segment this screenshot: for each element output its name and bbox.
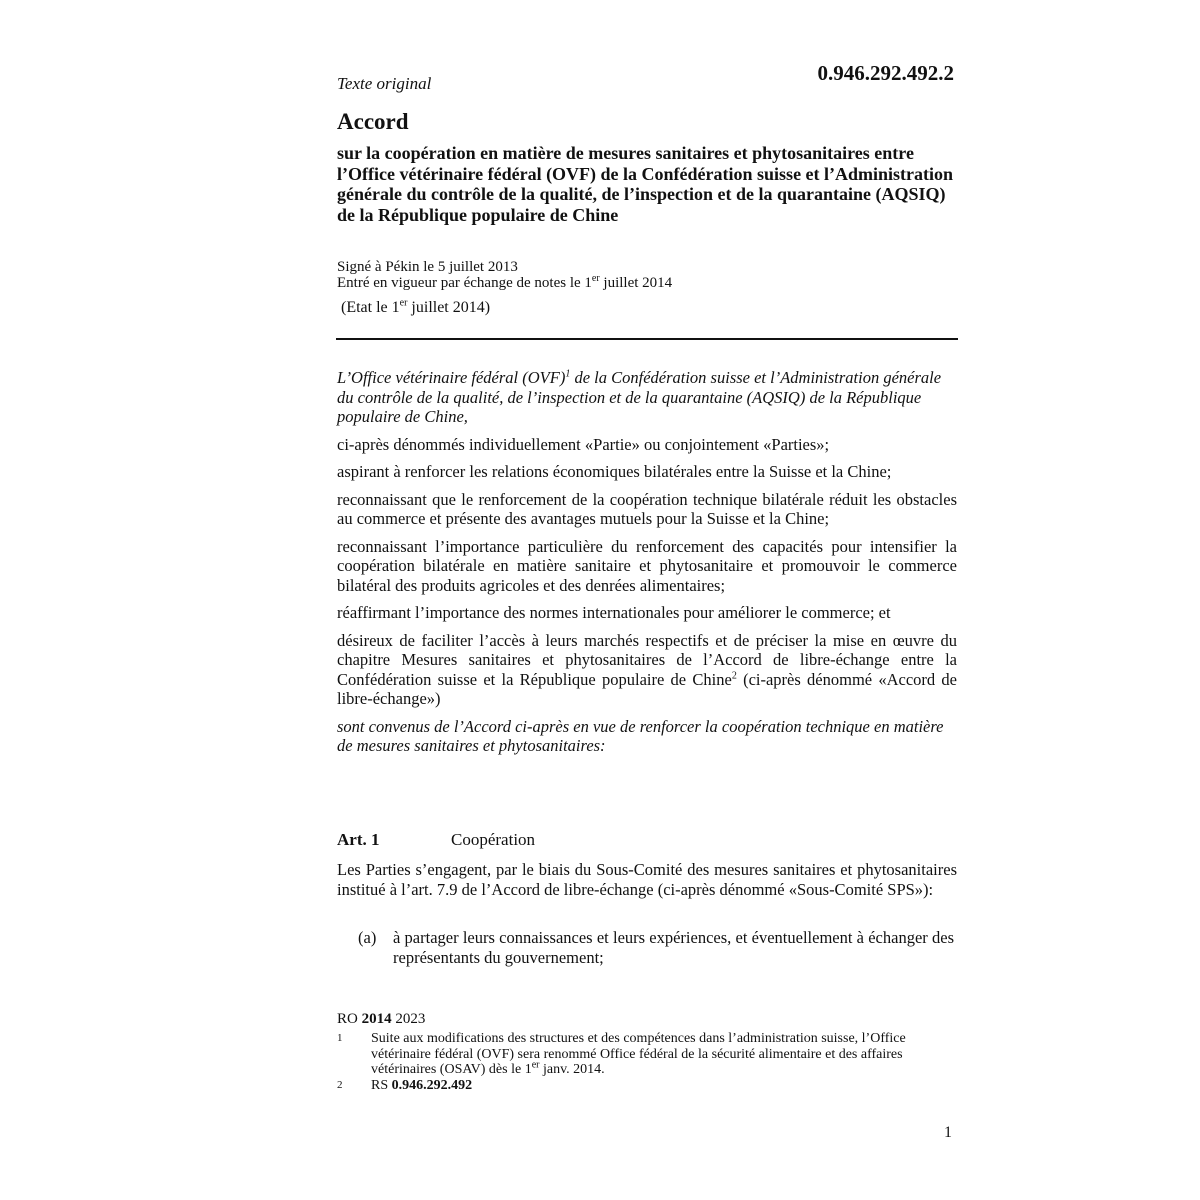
preamble-paragraph: réaffirmant l’importance des normes internationales pour améliorer le commerce; et	[337, 603, 891, 622]
article-title: Coopération	[451, 830, 536, 849]
article-number: Art. 1	[337, 830, 380, 849]
footnote-ref-1[interactable]: 1	[565, 368, 571, 380]
preamble-closing: sont convenus de l’Accord ci-après en vue de renforcer la coopération technique en matière de mesures sanitaires et phytosanitaires:	[337, 716, 944, 755]
footnotes	[337, 1031, 957, 1093]
document-subtitle: sur la coopération en matière de mesures sanitaires et phytosanitaires entre l’Office vétérinaire fédéral (OVF) de la Confédération suisse et l’Administration générale du contrôle de la qualité, de l’inspection et de la quarantaine (AQSIQ) de la République populaire de Chine	[337, 143, 954, 225]
article-body: Les Parties s’engagent, par le biais du Sous-Comité des mesures sanitaires et phytosanitaires institué à l’art. 7.9 de l’Accord de libre-échange (ci-après dénommé «Sous-Comité SPS»):	[337, 860, 957, 899]
preamble-paragraph: aspirant à renforcer les relations économiques bilatérales entre la Suisse et la Chine;	[337, 462, 892, 481]
list-item-text: à partager leurs connaissances et leurs expériences, et éventuellement à échanger des représentants du gouvernement;	[393, 928, 954, 967]
entry-into-force: Entré en vigueur par échange de notes le 1er juillet 2014	[337, 273, 673, 291]
list-item-label: (a)	[358, 928, 377, 947]
preamble-paragraph: désireux de faciliter l’accès à leurs marchés respectifs et de préciser la mise en œuvre du chapitre Mesures sanitaires et phytosanitaires de l’Accord de libre-échange entre la Confédération suisse et la République populaire de Chine$^2$ (ci-après dénommé «Accord de libre-échange»)	[337, 630, 958, 708]
preamble-paragraph: ci-après dénommés individuellement «Partie» ou conjointement «Parties»;	[337, 434, 830, 454]
preamble	[337, 368, 957, 764]
official-compilation-ref: RO 2014 2023	[337, 1011, 426, 1027]
preamble-paragraph: reconnaissant que le renforcement de la coopération technique bilatérale réduit les obstacles au commerce et présente des avantages mutuels pour la Suisse et la Chine;	[337, 489, 957, 528]
header-divider	[336, 338, 958, 340]
preamble-paragraph: reconnaissant l’importance particulière du renforcement des capacités pour intensifier la coopération bilatérale en matière sanitaire et phytosanitaire et promouvoir le commerce bilatéral des produits agricoles et des denrées alimentaires;	[337, 536, 957, 595]
footnote-1: 1 Suite aux modifications des structures et des compétences dans l’administration suisse, l’Office vétérinaire fédéral (OVF) sera renommé Office fédéral de la sécurité alimentaire et des affaires vétérinaires (OSAV) dès le 1er janv. 2014.	[337, 1031, 906, 1077]
footnote-link[interactable]: 0.946.292.492	[391, 1077, 473, 1093]
footnote-2: 2 RS 0.946.292.492	[337, 1077, 473, 1093]
footnote-ref-2[interactable]: 2	[731, 670, 737, 681]
document-title: Accord	[337, 109, 409, 134]
article-heading	[337, 830, 535, 850]
preamble-intro: L’Office vétérinaire fédéral (OVF)$^1$ de la Confédération suisse et l’Administration générale du contrôle de la qualité, de l’inspection et de la quarantaine (AQSIQ) de la République populaire de Chine,	[337, 368, 942, 426]
original-text-label: Texte original	[337, 74, 432, 93]
page-number: 1	[944, 1124, 952, 1141]
signature-info	[337, 259, 672, 291]
document-code: 0.946.292.492.2	[817, 61, 954, 85]
signed-date: Signé à Pékin le 5 juillet 2013	[337, 259, 518, 275]
state-date: (Etat le 1er juillet 2014)	[341, 297, 491, 316]
article-list-item	[358, 928, 956, 967]
